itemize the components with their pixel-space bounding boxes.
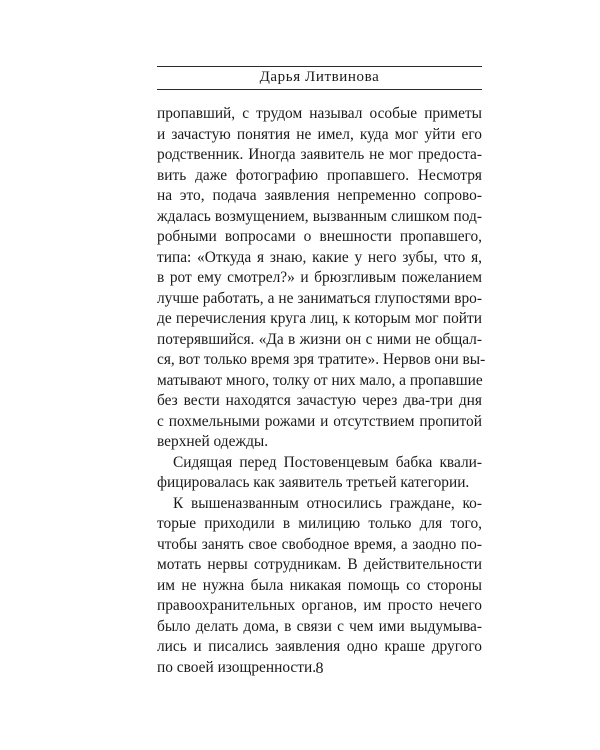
header-rule-bottom — [157, 89, 482, 90]
running-header: Дарья Литвинова — [259, 69, 380, 85]
text-line: лись и писались заявления одно краше другого — [157, 638, 482, 655]
text-line: лучше работать, а не заниматься глупостями вро- — [157, 289, 482, 307]
text-line: родственник. Иногда заявитель не мог предоста- — [157, 146, 482, 163]
text-line: было делать дома, в связи с чем ими выдумыва- — [157, 617, 482, 635]
text-line: фицировалась как заявитель третьей категории. — [157, 474, 470, 491]
text-line: вить даже фотографию пропавшего. Несмотря — [157, 166, 482, 184]
text-line: по своей изощренности. — [157, 658, 317, 676]
text-line: Сидящая перед Постовенцевым бабка квали- — [173, 453, 482, 471]
text-line: ждалась возмущением, вызванным слишком под- — [157, 207, 482, 225]
text-line: им не нужна была никакая помощь со стороны — [157, 576, 482, 594]
body-text — [157, 104, 486, 678]
text-line: чтобы занять свое свободное время, а заодно по- — [157, 535, 482, 553]
text-line: без вести находятся зачастую через два-три дня — [157, 392, 482, 409]
page-number: 8 — [315, 660, 324, 677]
text-line: ся, вот только время зря тратите». Нервов они вы- — [157, 351, 486, 368]
text-line: на это, подача заявления непременно сопрово- — [157, 187, 482, 204]
text-line: и зачастую понятия не имел, куда мог уйти его — [157, 125, 482, 143]
text-line: типа: «Откуда я знаю, какие у него зубы, что я, — [157, 248, 482, 266]
text-line: де перечисления круга лиц, к которым мог пойти — [157, 310, 482, 327]
text-line: потерявшийся. «Да в жизни он с ними не общал- — [157, 330, 482, 348]
text-line: с похмельными рожами и отсутствием пропитой — [157, 412, 482, 430]
text-line: пропавший, с трудом называл особые приметы — [157, 105, 482, 122]
text-line: торые приходили в милицию только для того, — [157, 515, 482, 532]
text-line: верхней одежды. — [157, 433, 269, 450]
text-line: правоохранительных органов, им просто нечего — [157, 597, 482, 614]
text-line: мотать нервы сотрудникам. В действительности — [157, 556, 482, 573]
text-line: матывают много, толку от них мало, а пропавшие — [157, 371, 483, 389]
text-line: в рот ему смотрел?» и брюзгливым пожеланием — [157, 269, 482, 286]
text-line: К вышеназванным относились граждане, ко- — [173, 494, 482, 512]
text-line: робными вопросами о внешности пропавшего, — [157, 228, 482, 245]
